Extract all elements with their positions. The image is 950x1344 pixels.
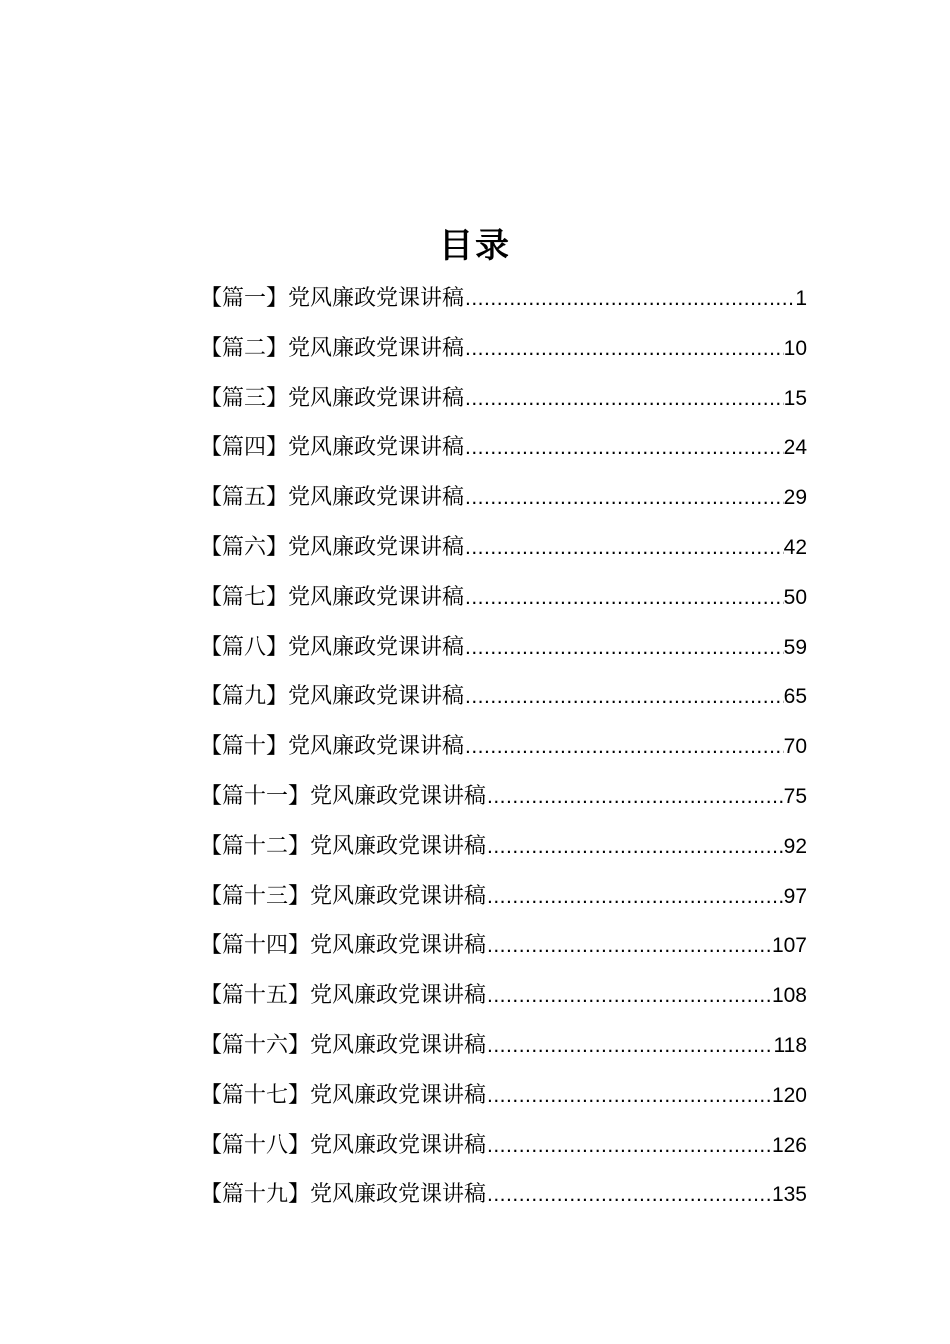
toc-entry-label: 【篇六】党风廉政党课讲稿 (200, 534, 465, 560)
toc-entry-page-number: 108 (771, 984, 807, 1008)
toc-entry-label: 【篇十八】党风廉政党课讲稿 (200, 1132, 487, 1158)
toc-entry[interactable] (200, 582, 807, 632)
toc-entry-label: 【篇十三】党风廉政党课讲稿 (200, 883, 487, 909)
toc-dot-leader (464, 283, 795, 315)
toc-dot-leader (486, 881, 784, 913)
toc-entry-label: 【篇七】党风廉政党课讲稿 (200, 584, 465, 610)
toc-entry-page-number: 118 (773, 1033, 807, 1057)
toc-entry-label: 【篇十一】党风廉政党课讲稿 (200, 783, 487, 809)
toc-entry[interactable] (200, 930, 807, 980)
toc-dot-leader (464, 731, 784, 763)
toc-entry[interactable] (200, 1030, 807, 1080)
toc-entry[interactable] (200, 1080, 807, 1130)
toc-dot-leader (464, 632, 784, 664)
toc-dot-leader (464, 681, 784, 713)
toc-entry-page-number: 15 (783, 386, 807, 410)
toc-entry-label: 【篇二】党风廉政党课讲稿 (200, 335, 465, 361)
toc-entry-label: 【篇十九】党风廉政党课讲稿 (200, 1182, 487, 1208)
toc-entry[interactable] (200, 731, 807, 781)
toc-dot-leader (486, 980, 772, 1012)
toc-dot-leader (464, 383, 784, 415)
toc-entry[interactable] (200, 333, 807, 383)
toc-entry[interactable] (200, 1179, 807, 1229)
toc-entry-page-number: 92 (783, 834, 807, 858)
toc-dot-leader (464, 482, 784, 514)
toc-entry-page-number: 65 (783, 685, 807, 709)
toc-entry[interactable] (200, 781, 807, 831)
toc-entry[interactable] (200, 1130, 807, 1180)
toc-dot-leader (464, 582, 784, 614)
toc-entry-page-number: 75 (783, 784, 807, 808)
toc-entry-page-number: 107 (771, 934, 807, 958)
toc-entry-page-number: 1 (795, 287, 807, 310)
toc-entry-page-number: 42 (783, 535, 807, 559)
toc-entry[interactable] (200, 482, 807, 532)
toc-entry-page-number: 59 (783, 635, 807, 659)
toc-entry[interactable] (200, 432, 807, 482)
toc-entry-label: 【篇一】党风廉政党课讲稿 (200, 286, 465, 311)
toc-dot-leader (486, 1030, 774, 1062)
toc-dot-leader (486, 831, 784, 863)
toc-entry-page-number: 97 (783, 884, 807, 908)
toc-entry-label: 【篇十四】党风廉政党课讲稿 (200, 933, 487, 959)
toc-entry-label: 【篇五】党风廉政党课讲稿 (200, 485, 465, 511)
toc-entry-label: 【篇十七】党风廉政党课讲稿 (200, 1082, 487, 1108)
toc-entry-page-number: 10 (783, 336, 807, 360)
toc-entry-label: 【篇三】党风廉政党课讲稿 (200, 385, 465, 411)
toc-entry[interactable] (200, 881, 807, 931)
toc-dot-leader (464, 333, 784, 365)
toc-entry-page-number: 50 (783, 585, 807, 609)
toc-entry-label: 【篇九】党风廉政党课讲稿 (200, 684, 465, 710)
toc-dot-leader (486, 781, 784, 813)
toc-entry-label: 【篇八】党风廉政党课讲稿 (200, 634, 465, 660)
toc-title: 目录 (439, 226, 511, 266)
toc-entry-label: 【篇四】党风廉政党课讲稿 (200, 435, 465, 461)
toc-entry[interactable] (200, 831, 807, 881)
toc-entry-label: 【篇十五】党风廉政党课讲稿 (200, 983, 487, 1009)
toc-entry-page-number: 126 (771, 1133, 807, 1157)
toc-entry-label: 【篇十】党风廉政党课讲稿 (200, 734, 465, 760)
toc-entry[interactable] (200, 383, 807, 433)
toc-entry-label: 【篇十六】党风廉政党课讲稿 (200, 1032, 487, 1058)
toc-entry-page-number: 135 (771, 1183, 807, 1207)
toc-dot-leader (486, 1130, 772, 1162)
toc-entry[interactable] (200, 532, 807, 582)
toc-entry-page-number: 70 (783, 735, 807, 759)
toc-entry-page-number: 120 (771, 1083, 807, 1107)
toc-dot-leader (464, 532, 784, 564)
toc-entry[interactable] (200, 283, 807, 333)
toc-entry[interactable] (200, 980, 807, 1030)
toc-entry-page-number: 29 (783, 486, 807, 510)
toc-entry[interactable] (200, 681, 807, 731)
toc-entry-page-number: 24 (783, 436, 807, 460)
toc-dot-leader (464, 432, 784, 464)
toc-dot-leader (486, 1080, 772, 1112)
toc-dot-leader (486, 1179, 772, 1211)
toc-list (200, 283, 807, 1229)
toc-dot-leader (486, 930, 772, 962)
toc-entry[interactable] (200, 632, 807, 682)
toc-entry-label: 【篇十二】党风廉政党课讲稿 (200, 833, 487, 859)
